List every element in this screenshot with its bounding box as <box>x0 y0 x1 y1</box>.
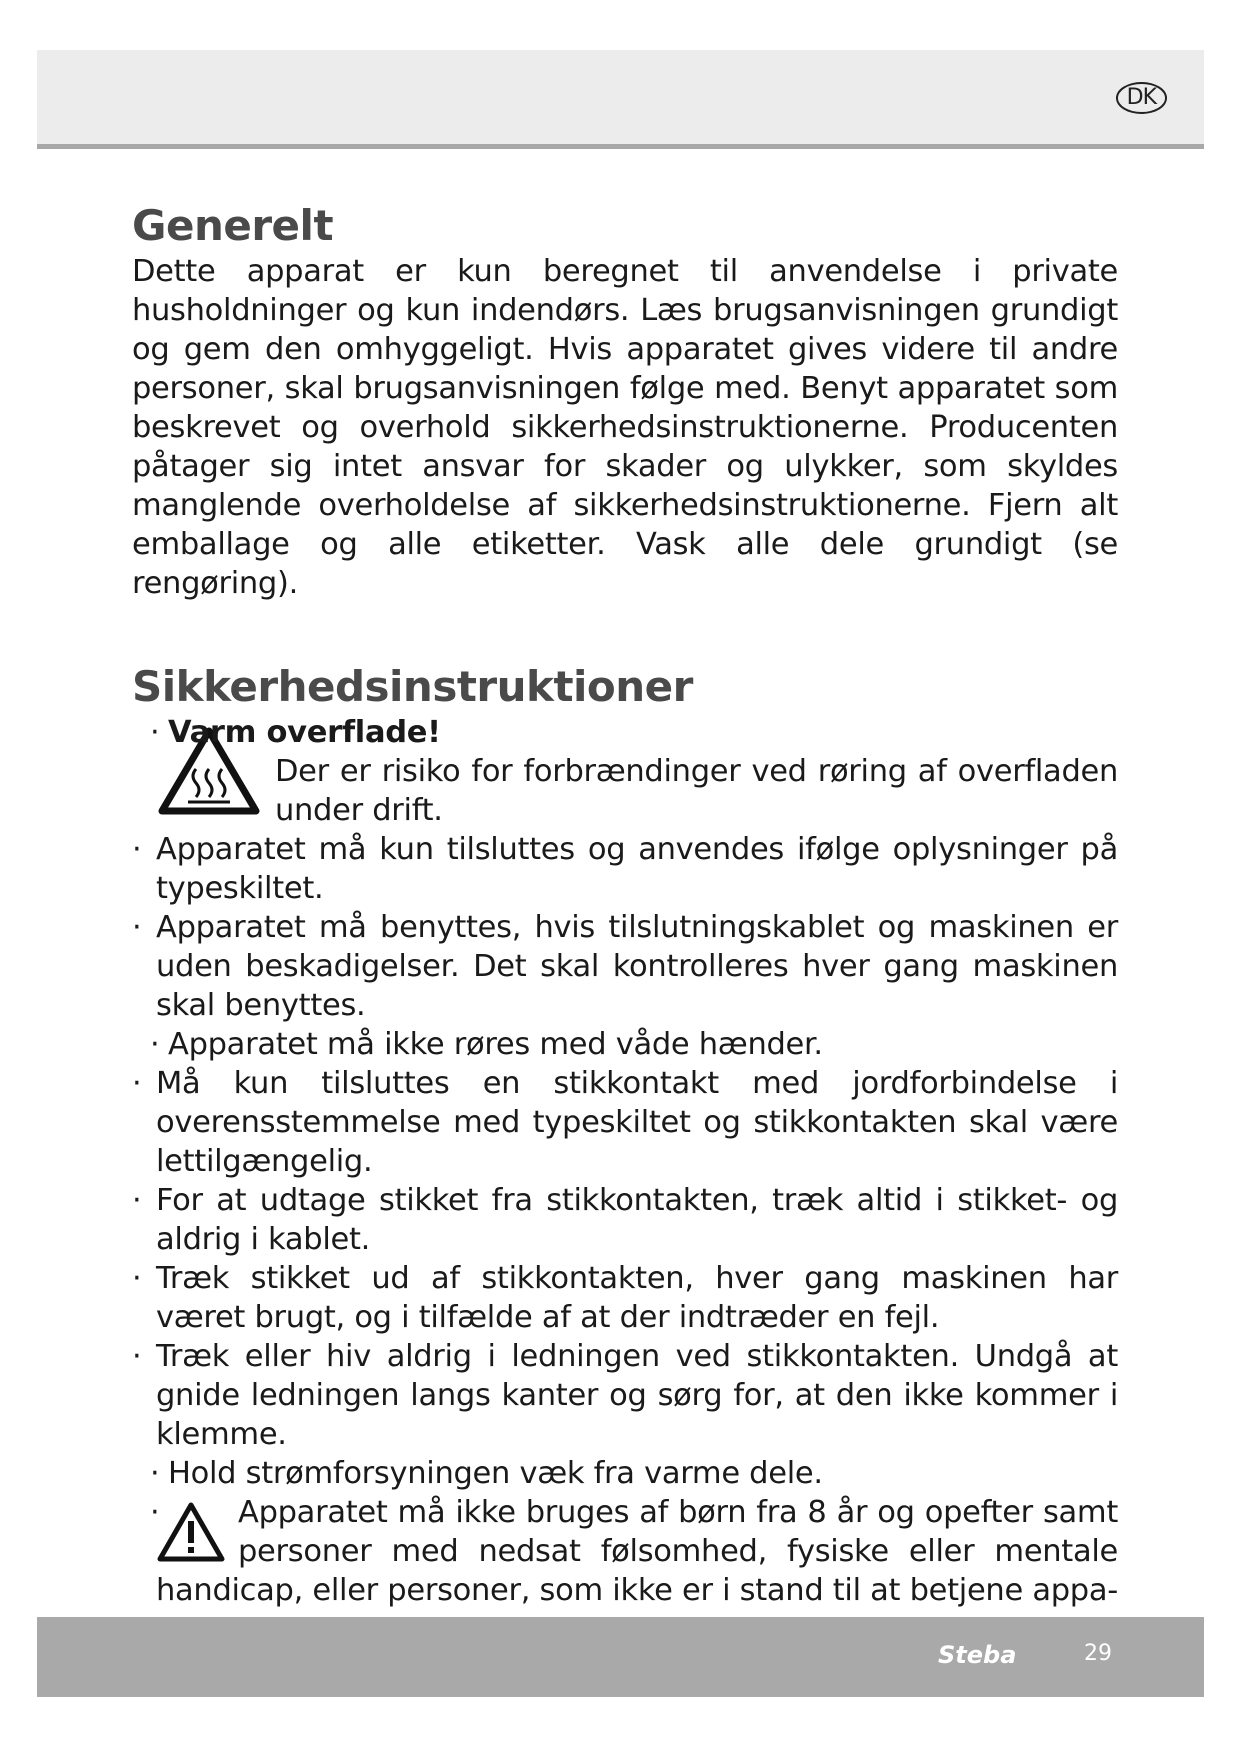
children-warning-text: Apparatet må ikke bruges af børn fra 8 år og opefter samt personer med nedsat følsomhed, fysiske eller mentale handicap, eller personer, som ikke er i stand til at betjene appa- <box>156 1495 1118 1608</box>
bullet: · <box>132 1261 142 1296</box>
safety-item-text: Hold strømforsyningen væk fra varme dele. <box>168 1456 823 1491</box>
safety-item <box>132 1064 1118 1181</box>
hot-surface-warning <box>132 713 1118 830</box>
safety-item-text: Må kun tilsluttes en stikkontakt med jordforbindelse i overensstemmelse med typeskiltet og stikkontakten skal være lettilgængelig. <box>156 1066 1118 1179</box>
hot-surface-title: Varm overflade! <box>168 715 441 750</box>
language-badge: DK <box>1116 82 1167 114</box>
section-safety <box>132 661 1118 1610</box>
brand-name: Steba <box>938 1641 1017 1669</box>
bullet: · <box>132 1183 142 1218</box>
safety-item <box>132 1181 1118 1259</box>
steba-logo <box>936 1639 1054 1673</box>
bullet: · <box>150 715 160 750</box>
page-number: 29 <box>1084 1641 1112 1666</box>
bullet: · <box>150 1495 160 1530</box>
safety-item-text: Apparatet må benyttes, hvis tilslutningskablet og maskinen er uden beskadigelser. Det skal kontrolleres hver gang maskinen skal benyttes. <box>156 910 1118 1023</box>
general-heading: Generelt <box>132 201 334 250</box>
bullet: · <box>150 1027 160 1062</box>
safety-item-text: Apparatet må kun tilsluttes og anvendes ifølge oplysninger på typeskiltet. <box>156 832 1118 906</box>
bullet: · <box>132 910 142 945</box>
safety-item <box>132 1025 1118 1064</box>
page-content <box>132 200 1118 1610</box>
bullet: · <box>150 1456 160 1491</box>
safety-item <box>132 830 1118 908</box>
safety-item-text: For at udtage stikket fra stikkontakten, træk altid i stikket- og aldrig i kablet. <box>156 1183 1118 1257</box>
general-text: Dette apparat er kun beregnet til anvendelse i private husholdninger og kun indendørs. Læs brugsanvisningen grundigt og gem den omhyggeligt. Hvis apparatet gives videre til andre personer, skal brugsanvisningen følge med. Benyt apparatet som beskrevet og overhold sikkerhedsinstruktionerne. Producenten påtager sig intet ansvar for skader og ulykker, som skyldes manglende overholdelse af sikkerhedsinstruktionerne. Fjern alt emballage og alle etiketter. Vask alle dele grundigt (se rengøring). <box>132 254 1118 601</box>
section-general <box>132 200 1118 603</box>
safety-item <box>132 1454 1118 1493</box>
children-warning <box>132 1493 1118 1610</box>
safety-item <box>132 1337 1118 1454</box>
header-band <box>37 50 1204 149</box>
safety-item-text: Træk stikket ud af stikkontakten, hver gang maskinen har været brugt, og i tilfælde af at der indtræder en fejl. <box>156 1261 1118 1335</box>
safety-item <box>132 1259 1118 1337</box>
safety-item-text: Træk eller hiv aldrig i ledningen ved stikkontakten. Undgå at gnide ledningen langs kanter og sørg for, at den ikke kommer i klemme. <box>156 1339 1118 1452</box>
safety-heading: Sikkerhedsinstruktioner <box>132 662 693 711</box>
bullet: · <box>132 832 142 867</box>
hot-surface-text: Der er risiko for forbrændinger ved røring af overfladen under drift. <box>275 754 1118 828</box>
safety-item <box>132 908 1118 1025</box>
bullet: · <box>132 1066 142 1101</box>
safety-list <box>132 713 1118 1610</box>
bullet: · <box>132 1339 142 1374</box>
footer-band <box>37 1617 1204 1697</box>
caution-icon <box>156 1501 226 1565</box>
safety-item-text: Apparatet må ikke røres med våde hænder. <box>168 1027 823 1062</box>
